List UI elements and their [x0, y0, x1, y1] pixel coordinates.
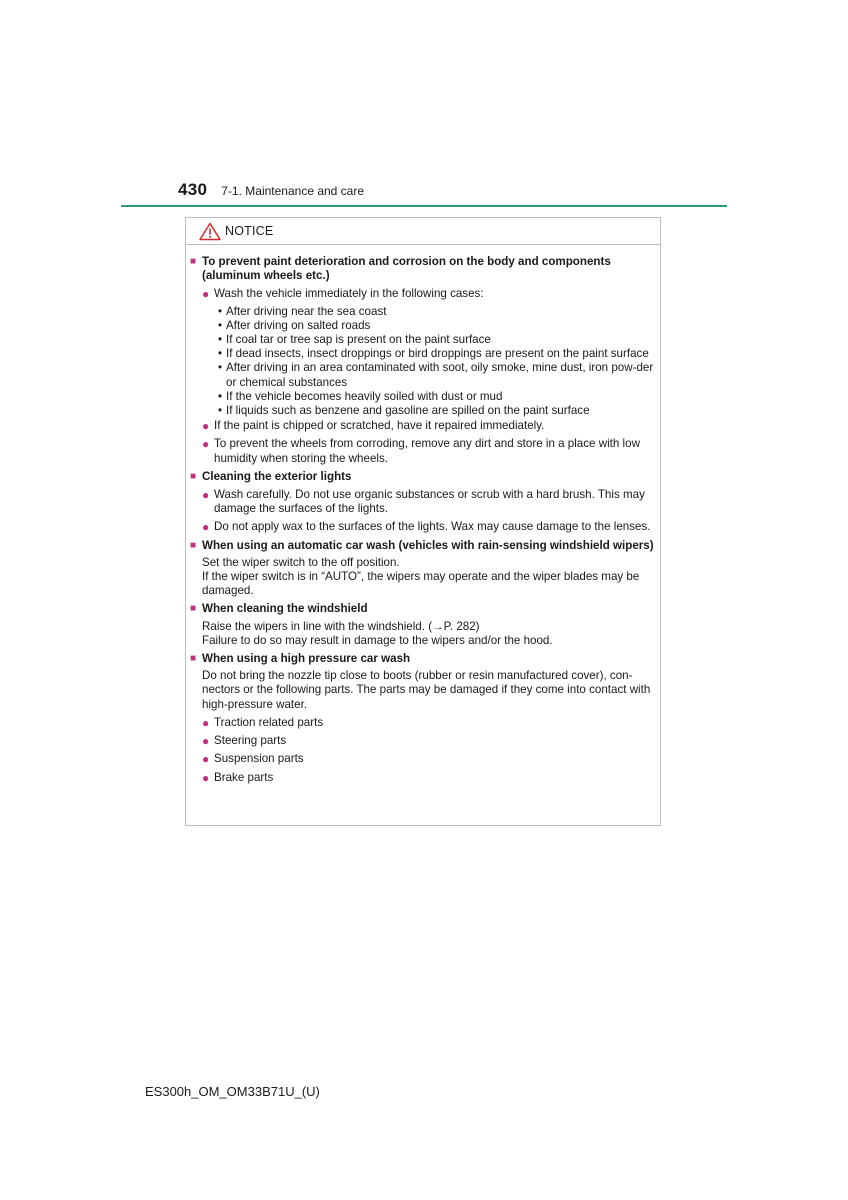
dot-bullet-icon: ●	[202, 715, 210, 730]
dot-bullet-icon: ●	[202, 734, 210, 749]
paragraph: Set the wiper switch to the off position. If the wiper switch is in “AUTO”, the wipers may operate and the wiper blades may be damaged.	[202, 555, 640, 598]
square-bullet-icon: ■	[190, 653, 197, 665]
square-bullet-icon: ■	[190, 470, 197, 482]
page-number: 430	[178, 180, 208, 199]
sub-item: • After driving on salted roads	[218, 318, 371, 332]
sub-item: • If liquids such as benzene and gasoline are spilled on the paint surface	[218, 404, 590, 418]
square-bullet-icon: ■	[190, 256, 197, 267]
sub-list-cases	[214, 305, 654, 419]
list-item: ● To prevent the wheels from corroding, remove any dirt and store in a place with low humidity when storing the wheels.	[202, 437, 640, 465]
section-heading-car-wash: ■ When using an automatic car wash (vehicles with rain-sensing windshield wipers)	[190, 538, 654, 552]
notice-label: NOTICE	[225, 224, 274, 238]
dot-bullet-icon: ●	[202, 287, 210, 302]
sub-item: • After driving near the sea coast	[218, 304, 387, 318]
paragraph: Raise the wipers in line with the windshield. (→P. 282) Failure to do so may result in damage to the wipers and/or the hood.	[202, 619, 553, 647]
dot-bullet-icon: ●	[202, 419, 210, 434]
list-item: ● Brake parts	[202, 770, 274, 785]
square-bullet-icon: ■	[190, 539, 197, 551]
list-item: ● Steering parts	[202, 734, 287, 749]
section-heading-high-pressure: ■ When using a high pressure car wash	[190, 652, 411, 666]
dot-bullet-icon: ●	[202, 488, 210, 503]
list-item: ● Wash carefully. Do not use organic substances or scrub with a hard brush. This may damage the surfaces of the lights.	[202, 488, 645, 516]
footer-code: ES300h_OM_OM33B71U_(U)	[145, 1084, 320, 1099]
warning-triangle-icon	[199, 222, 221, 241]
list-item: ● If the paint is chipped or scratched, have it repaired immediately.	[202, 419, 545, 434]
dot-bullet-icon: ●	[202, 520, 210, 535]
page-header	[178, 180, 364, 204]
dot-bullet-icon: ●	[202, 770, 210, 785]
section-heading-paint: ■ To prevent paint deterioration and corrosion on the body and components (aluminum wheels etc.)	[190, 255, 611, 283]
square-bullet-icon: ■	[190, 603, 197, 615]
notice-box	[185, 217, 661, 826]
list-item: ● Suspension parts	[202, 752, 304, 767]
sub-item: • After driving in an area contaminated with soot, oily smoke, mine dust, iron pow-der or chemical substances	[218, 361, 654, 389]
section-heading-lights: ■ Cleaning the exterior lights	[190, 469, 352, 483]
list-item: ● Traction related parts	[202, 715, 324, 730]
section-title: 7-1. Maintenance and care	[221, 184, 365, 198]
notice-body	[186, 245, 660, 785]
sub-item: • If the vehicle becomes heavily soiled with dust or mud	[218, 389, 503, 403]
sub-item: • If coal tar or tree sap is present on the paint surface	[218, 333, 491, 347]
section-heading-windshield: ■ When cleaning the windshield	[190, 602, 368, 616]
dot-bullet-icon: ●	[202, 752, 210, 767]
paragraph: Do not bring the nozzle tip close to boots (rubber or resin manufactured cover), con-nectors or the following parts. The parts may be damaged if they come into contact with high-pressure water.	[202, 669, 651, 711]
list-item: ● Do not apply wax to the surfaces of the lights. Wax may cause damage to the lenses.	[202, 520, 651, 535]
sub-item: • If dead insects, insect droppings or bird droppings are present on the paint surface	[218, 347, 649, 361]
list-item: ● Wash the vehicle immediately in the following cases:	[202, 287, 484, 302]
notice-header	[186, 218, 660, 245]
dot-bullet-icon: ●	[202, 437, 210, 452]
header-divider	[121, 205, 727, 207]
